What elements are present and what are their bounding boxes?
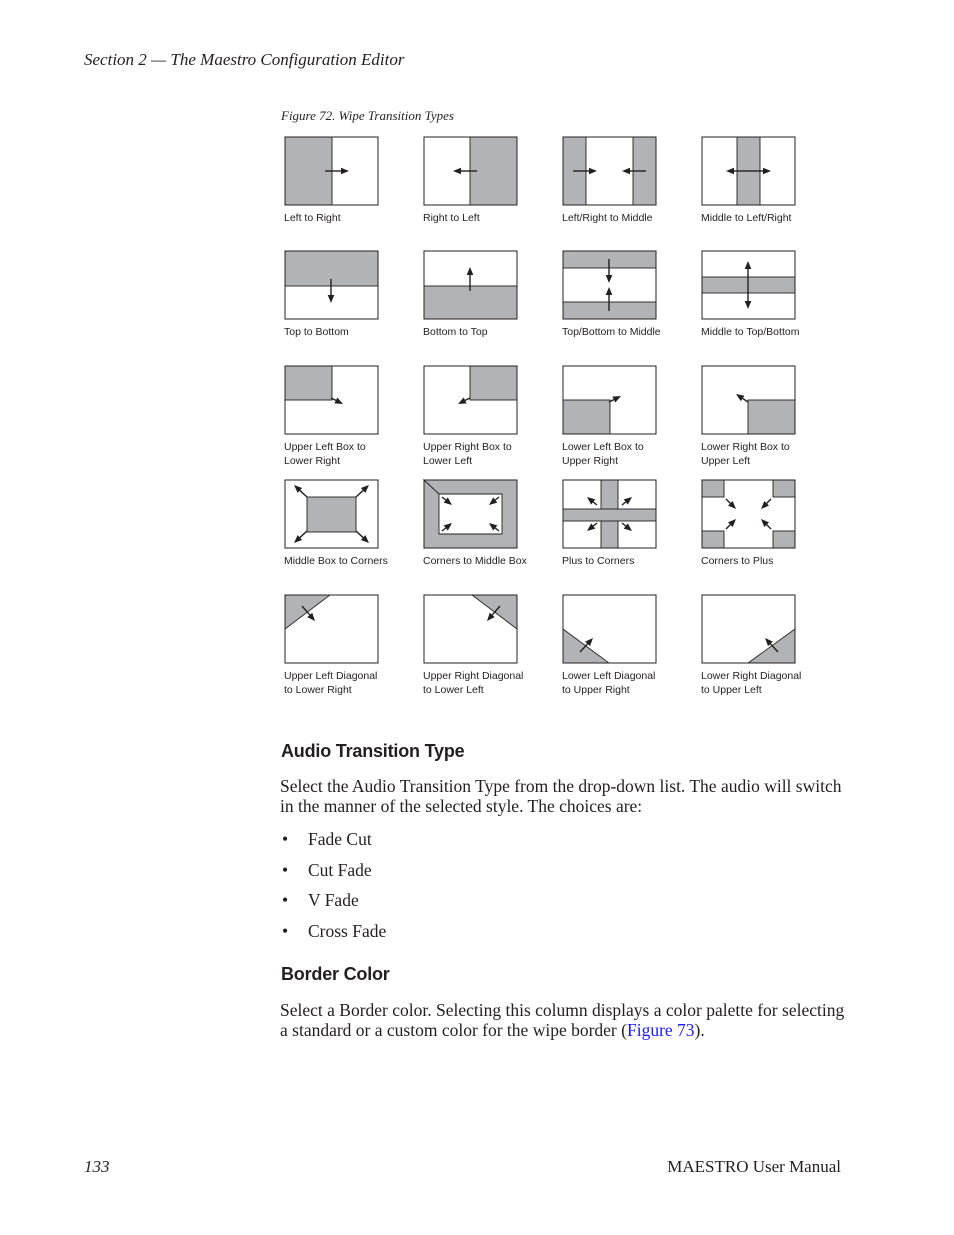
wipe-diagram-middle-box-to-corners xyxy=(284,479,379,549)
choice-label: Cut Fade xyxy=(308,859,372,880)
running-head: Section 2 — The Maestro Configuration Editor xyxy=(84,50,405,69)
wipe-region xyxy=(307,497,356,532)
audio-transition-heading: Audio Transition Type xyxy=(281,741,465,761)
list-item xyxy=(280,859,386,890)
border-text-after: ). xyxy=(694,1020,705,1040)
wipe-diagram-middle-to-left-right xyxy=(701,136,796,206)
wipe-region xyxy=(748,400,795,434)
wipe-diagram-corners-to-plus xyxy=(701,479,796,549)
figure-caption: Figure 72. Wipe Transition Types xyxy=(281,108,454,123)
wipe-diagram-left-to-right xyxy=(284,136,379,206)
wipe-tile-upper-left-box-to-lower-right xyxy=(284,365,422,468)
page-number: 133 xyxy=(84,1157,110,1176)
list-item xyxy=(280,920,386,951)
wipe-diagram-left-right-to-middle xyxy=(562,136,657,206)
wipe-region xyxy=(285,366,332,400)
wipe-region xyxy=(563,400,610,434)
list-item xyxy=(280,828,386,859)
wipe-tile-label: Left/Right to Middle xyxy=(562,212,653,224)
wipe-region xyxy=(470,137,517,205)
wipe-tile-lower-right-diagonal-to-upper-left xyxy=(701,594,839,697)
wipe-tile-middle-box-to-corners xyxy=(284,479,422,569)
wipe-tile-label: Right to Left xyxy=(423,212,480,224)
wipe-tile-bottom-to-top xyxy=(423,250,561,340)
wipe-tile-label: Upper Left Box to Lower Right xyxy=(284,441,366,467)
wipe-diagram-lower-right-box-to-upper-left xyxy=(701,365,796,435)
wipe-diagram-right-to-left xyxy=(423,136,518,206)
manual-title: MAESTRO User Manual xyxy=(667,1157,841,1176)
wipe-tile-label: Lower Left Box to Upper Right xyxy=(562,441,644,467)
wipe-tile-left-right-to-middle xyxy=(562,136,700,226)
wipe-diagram-middle-to-top-bottom xyxy=(701,250,796,320)
wipe-diagram-lower-left-box-to-upper-right xyxy=(562,365,657,435)
wipe-tile-label: Bottom to Top xyxy=(423,326,488,338)
choice-label: Cross Fade xyxy=(308,920,387,941)
bullet-icon: • xyxy=(282,920,289,941)
wipe-tile-lower-right-box-to-upper-left xyxy=(701,365,839,468)
wipe-diagram-upper-right-box-to-lower-left xyxy=(423,365,518,435)
wipe-tile-label: Plus to Corners xyxy=(562,555,635,567)
wipe-diagram-lower-right-diagonal-to-upper-left xyxy=(701,594,796,664)
wipe-region xyxy=(563,509,656,521)
border-color-heading: Border Color xyxy=(281,964,390,984)
wipe-tile-top-bottom-to-middle xyxy=(562,250,700,340)
wipe-tile-label: Middle to Left/Right xyxy=(701,212,792,224)
wipe-tile-label: Upper Right Box to Lower Left xyxy=(423,441,512,467)
wipe-diagram-top-to-bottom xyxy=(284,250,379,320)
wipe-region xyxy=(702,480,724,497)
wipe-tile-label: Left to Right xyxy=(284,212,341,224)
list-item xyxy=(280,889,386,920)
border-text-before: Select a Border color. Selecting this column displays a color palette for selecting a standard or a custom color for the wipe border ( xyxy=(280,1000,845,1040)
bullet-icon: • xyxy=(282,829,289,849)
wipe-tile-corners-to-plus xyxy=(701,479,839,569)
wipe-diagram-upper-left-diagonal-to-lower-right xyxy=(284,594,379,664)
wipe-tile-label: Top/Bottom to Middle xyxy=(562,326,661,338)
wipe-diagram-top-bottom-to-middle xyxy=(562,250,657,320)
figure-73-link[interactable]: Figure 73 xyxy=(626,1020,695,1040)
wipe-region xyxy=(773,480,795,497)
wipe-tile-label: Middle to Top/Bottom xyxy=(701,326,800,338)
wipe-region xyxy=(702,531,724,548)
wipe-tile-label: Lower Right Diagonal to Upper Left xyxy=(701,670,802,696)
wipe-tile-middle-to-left-right xyxy=(701,136,839,226)
audio-choices-list xyxy=(280,828,386,950)
wipe-tile-label: Upper Left Diagonal to Lower Right xyxy=(284,670,378,696)
wipe-tile-label: Top to Bottom xyxy=(284,326,349,338)
wipe-diagram-upper-right-diagonal-to-lower-left xyxy=(423,594,518,664)
bullet-icon: • xyxy=(282,890,289,910)
wipe-tile-plus-to-corners xyxy=(562,479,700,569)
wipe-region xyxy=(773,531,795,548)
wipe-tile-label: Upper Right Diagonal to Lower Left xyxy=(423,670,524,696)
wipe-tile-label: Middle Box to Corners xyxy=(284,555,388,567)
wipe-tile-right-to-left xyxy=(423,136,561,226)
wipe-diagram-corners-to-middle-box xyxy=(423,479,518,549)
wipe-tile-upper-left-diagonal-to-lower-right xyxy=(284,594,422,697)
wipe-tile-label: Lower Right Box to Upper Left xyxy=(701,441,790,467)
choice-label: Fade Cut xyxy=(308,829,372,849)
wipe-region xyxy=(285,137,332,205)
wipe-tile-lower-left-box-to-upper-right xyxy=(562,365,700,468)
wipe-tile-label: Corners to Middle Box xyxy=(423,555,527,567)
wipe-tile-upper-right-box-to-lower-left xyxy=(423,365,561,468)
wipe-tile-top-to-bottom xyxy=(284,250,422,340)
wipe-tile-middle-to-top-bottom xyxy=(701,250,839,340)
choice-label: V Fade xyxy=(308,890,359,910)
wipe-diagram-plus-to-corners xyxy=(562,479,657,549)
wipe-diagram-upper-left-box-to-lower-right xyxy=(284,365,379,435)
audio-transition-paragraph: Select the Audio Transition Type from the drop-down list. The audio will switch in the manner of the selected style. The choices are: xyxy=(280,776,842,816)
bullet-icon: • xyxy=(282,859,289,880)
wipe-tile-label: Lower Left Diagonal to Upper Right xyxy=(562,670,656,696)
wipe-diagram-bottom-to-top xyxy=(423,250,518,320)
wipe-tile-upper-right-diagonal-to-lower-left xyxy=(423,594,561,697)
wipe-region xyxy=(470,366,517,400)
border-color-paragraph xyxy=(280,1000,850,1040)
wipe-tile-label: Corners to Plus xyxy=(701,555,774,567)
wipe-tile-lower-left-diagonal-to-upper-right xyxy=(562,594,700,697)
wipe-tile-left-to-right xyxy=(284,136,422,226)
wipe-diagram-lower-left-diagonal-to-upper-right xyxy=(562,594,657,664)
wipe-tile-corners-to-middle-box xyxy=(423,479,561,569)
